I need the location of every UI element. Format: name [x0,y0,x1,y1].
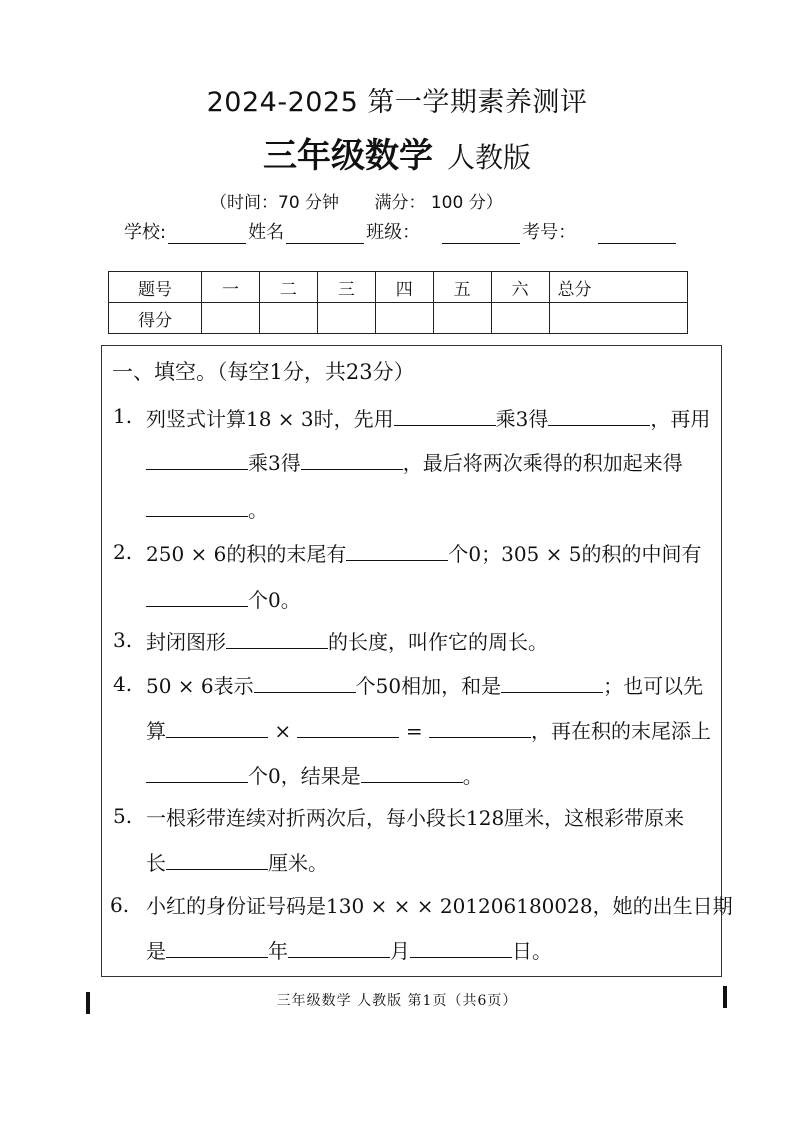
page-footer: 三年级数学 人教版 第1页（共6页） [276,993,518,1009]
answer-blank[interactable] [288,939,390,958]
score-header-cell: 二 [259,272,317,303]
question-2-line-2 [146,584,301,613]
class-blank[interactable] [442,223,520,244]
score-table-score-row [109,303,688,334]
answer-blank[interactable] [146,764,248,783]
q5-text: 厘米。 [268,851,328,875]
equals-sign: = [405,719,423,743]
answer-blank[interactable] [410,939,512,958]
q6-text: 日。 [512,939,552,963]
score-cell[interactable] [433,303,491,334]
q6-text: 是 [146,939,166,963]
q4-text: ；也可以先 [603,674,704,698]
score-cell[interactable] [549,303,687,334]
answer-blank[interactable] [146,588,248,607]
q4-text: 。 [462,764,483,788]
school-blank[interactable] [168,223,246,244]
answer-blank[interactable] [301,451,403,470]
score-table [108,271,688,334]
subject-title [0,128,794,177]
section-box [101,345,722,977]
score-header-cell: 六 [491,272,549,303]
q4-text: 个0，结果是 [248,764,361,788]
section-title: 一、填空。（每空1分，共23分） [112,360,415,384]
answer-blank[interactable] [394,407,496,426]
question-5-line-2 [146,847,328,876]
score-cell[interactable] [202,303,260,334]
score-cell[interactable] [491,303,549,334]
q2-text: 个0。 [248,588,301,612]
exam-meta [210,188,533,213]
score-header-cell: 题号 [109,272,202,303]
q1-text: 乘3得 [495,407,549,431]
q4-text: 算 [146,719,166,743]
answer-blank[interactable] [501,674,603,693]
score-header-cell: 四 [375,272,433,303]
question-1-line-1 [146,403,710,432]
q2-text: 250 × 6的积的末尾有 [146,542,347,566]
q2-text: 个0；305 × 5的积的中间有 [448,542,702,566]
score-header-cell: 五 [433,272,491,303]
exam-no-blank[interactable] [598,223,676,244]
q4-text: 个50相加，和是 [355,674,502,698]
q4-text: ，再在积的末尾添上 [530,719,711,743]
q1-text: ，最后将两次乘得的积加起来得 [402,451,683,475]
question-number: 3. [113,628,133,652]
exam-no-label: 考号： [522,222,577,243]
q4-text: 50 × 6表示 [146,674,254,698]
answer-blank[interactable] [429,719,531,738]
answer-blank[interactable] [166,719,268,738]
question-2-line-1 [146,538,701,567]
question-number: 2. [113,540,133,564]
score-header-cell: 总分 [549,272,687,303]
score-cell[interactable] [375,303,433,334]
score-header-cell: 一 [202,272,260,303]
name-blank[interactable] [286,223,364,244]
q3-text: 的长度，叫作它的周长。 [328,630,548,654]
score-row-label: 得分 [109,303,202,334]
q6-text: 月 [390,939,410,963]
question-number: 4. [113,672,133,696]
question-1-line-3 [146,494,268,523]
score-cell[interactable] [317,303,375,334]
q1-text: 列竖式计算18 × 3时，先用 [146,407,394,431]
student-info [124,218,678,244]
question-6-line-2 [146,935,552,964]
times-sign: × [274,719,292,743]
answer-blank[interactable] [146,498,248,517]
time-label: （时间：70 分钟 [210,193,340,213]
question-6-line-1: 小红的身份证号码是130 × × × 201206180028，她的出生日期 [146,894,733,918]
q1-text: 。 [248,498,268,522]
name-label: 姓名 [248,222,285,243]
exam-title: 2024-2025 第一学期素养测评 [206,87,588,118]
answer-blank[interactable] [166,939,268,958]
edition-label: 人教版 [446,141,531,174]
question-4-line-1 [146,670,703,699]
answer-blank[interactable] [226,630,328,649]
question-1-line-2 [146,447,683,476]
q6-text: 年 [268,939,288,963]
question-number: 1. [113,404,133,428]
question-number: 6. [110,893,130,917]
margin-mark-right [723,986,727,1008]
answer-blank[interactable] [297,719,399,738]
question-4-line-3 [146,760,483,789]
answer-blank[interactable] [166,851,268,870]
score-header-cell: 三 [317,272,375,303]
answer-blank[interactable] [146,451,248,470]
answer-blank[interactable] [346,542,448,561]
answer-blank[interactable] [548,407,650,426]
q3-text: 封闭图形 [146,630,226,654]
q1-text: 乘3得 [248,451,301,475]
subject-name: 三年级数学 [262,136,433,176]
q5-text: 长 [146,851,166,875]
answer-blank[interactable] [361,764,463,783]
full-score-label: 满分： 100 分） [374,193,503,213]
q1-text: ，再用 [650,407,711,431]
score-table-header-row [109,272,688,303]
score-cell[interactable] [259,303,317,334]
school-label: 学校: [124,222,167,243]
question-5-line-1: 一根彩带连续对折两次后，每小段长128厘米，这根彩带原来 [146,806,685,830]
answer-blank[interactable] [254,674,356,693]
question-4-line-2 [146,715,711,744]
question-number: 5. [113,804,133,828]
class-label: 班级： [366,222,421,243]
question-3-line-1 [146,626,548,655]
